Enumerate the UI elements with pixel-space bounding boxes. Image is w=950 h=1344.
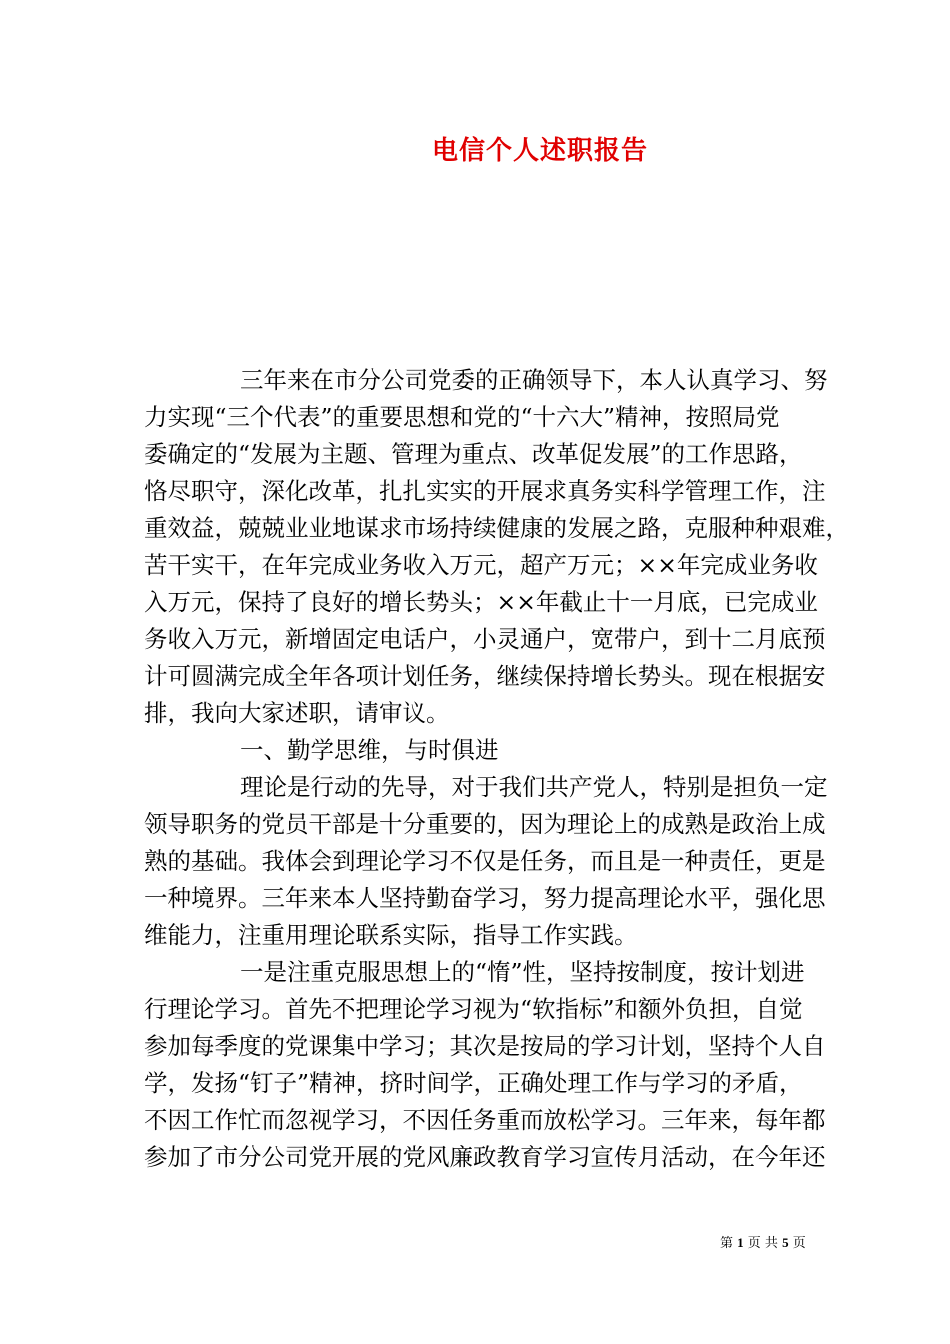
paragraph-line: 计可圆满完成全年各项计划任务，继续保持增长势头。现在根据安 — [144, 662, 826, 690]
paragraph-line: 苦干实干，在年完成业务收入万元，超产万元；××年完成业务收 — [144, 551, 818, 579]
paragraph-line: 一是注重克服思想上的“惰”性，坚持按制度，按计划进 — [240, 958, 805, 986]
paragraph-line: 不因工作忙而忽视学习，不因任务重而放松学习。三年来，每年都 — [144, 1106, 826, 1134]
paragraph-line: 排，我向大家述职，请审议。 — [144, 699, 450, 727]
paragraph-line: 参加了市分公司党开展的党风廉政教育学习宣传月活动，在今年还 — [144, 1143, 826, 1171]
document-title: 电信个人述职报告 — [431, 136, 648, 166]
footer-suffix: 页 — [792, 1236, 806, 1251]
paragraph-line: 重效益，兢兢业业地谋求市场持续健康的发展之路，克服种种艰难， — [144, 514, 849, 542]
paragraph-line: 委确定的“发展为主题、管理为重点、改革促发展”的工作思路， — [144, 440, 803, 468]
paragraph-line: 熟的基础。我体会到理论学习不仅是任务，而且是一种责任，更是 — [144, 847, 826, 875]
paragraph-line: 领导职务的党员干部是十分重要的，因为理论上的成熟是政治上成 — [144, 810, 826, 838]
section-heading: 一、勤学思维，与时俱进 — [240, 736, 499, 764]
paragraph-line: 恪尽职守，深化改革，扎扎实实的开展求真务实科学管理工作，注 — [144, 477, 826, 505]
paragraph-line: 学，发扬“钉子”精神，挤时间学，正确处理工作与学习的矛盾， — [144, 1069, 803, 1097]
paragraph-line: 一种境界。三年来本人坚持勤奋学习，努力提高理论水平，强化思 — [144, 884, 826, 912]
paragraph-line: 务收入万元，新增固定电话户，小灵通户，宽带户，到十二月底预 — [144, 625, 826, 653]
paragraph-line: 参加每季度的党课集中学习；其次是按局的学习计划，坚持个人自 — [144, 1032, 826, 1060]
paragraph-line: 行理论学习。首先不把理论学习视为“软指标”和额外负担，自觉 — [144, 995, 803, 1023]
paragraph-line: 理论是行动的先导，对于我们共产党人，特别是担负一定 — [240, 773, 828, 801]
footer-prefix: 第 — [720, 1236, 734, 1251]
current-page-number: 1 — [737, 1235, 744, 1250]
paragraph-line: 维能力，注重用理论联系实际，指导工作实践。 — [144, 921, 638, 949]
paragraph-line: 力实现“三个代表”的重要思想和党的“十六大”精神，按照局党 — [144, 403, 780, 431]
paragraph-line: 入万元，保持了良好的增长势头；××年截止十一月底，已完成业 — [144, 588, 818, 616]
footer-middle: 页 共 — [747, 1236, 778, 1251]
page-footer — [720, 1232, 806, 1251]
paragraph-line: 三年来在市分公司党委的正确领导下，本人认真学习、努 — [240, 366, 828, 394]
total-page-count: 5 — [782, 1235, 789, 1250]
